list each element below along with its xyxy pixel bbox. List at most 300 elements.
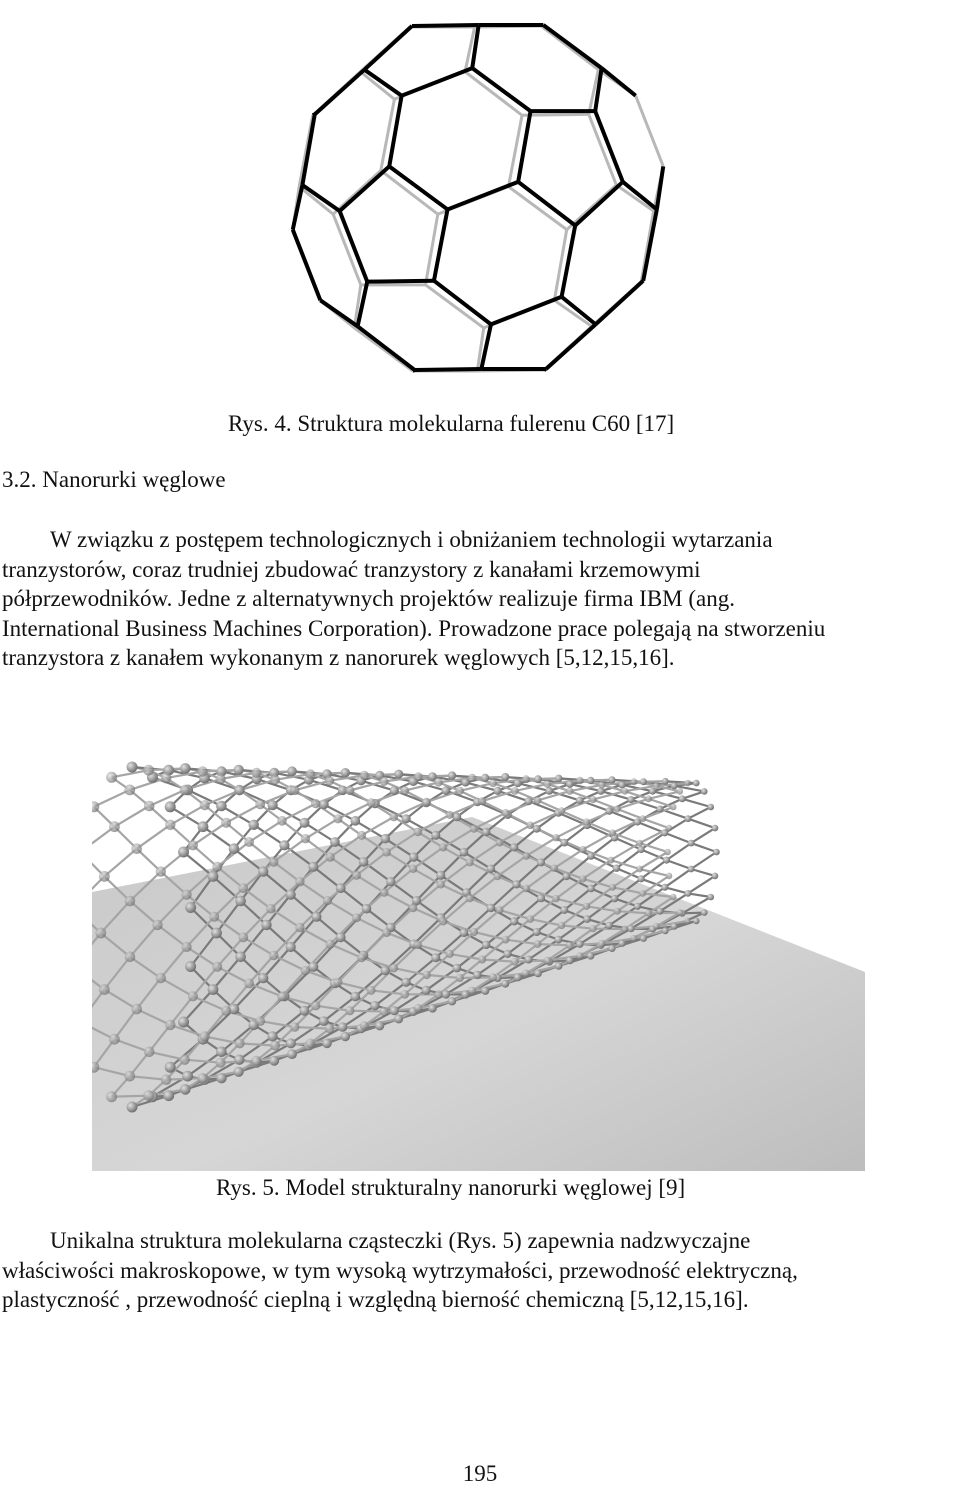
carbon-atom [390, 813, 399, 822]
carbon-atom [510, 843, 518, 851]
paragraph-2 [2, 1226, 956, 1315]
carbon-atom [279, 840, 289, 850]
carbon-atom [713, 849, 720, 856]
carbon-atom [336, 932, 346, 942]
carbon-atom [165, 820, 175, 830]
carbon-atom [598, 940, 605, 947]
carbon-atom [409, 904, 417, 912]
tube-bond [137, 825, 171, 849]
paragraph-1 [2, 525, 956, 673]
carbon-atom [251, 768, 261, 778]
carbon-atom [414, 941, 422, 949]
carbon-atom [638, 846, 645, 853]
carbon-atom [402, 978, 411, 987]
carbon-atom [182, 1071, 193, 1082]
carbon-atom [211, 928, 222, 939]
carbon-atom [326, 853, 335, 862]
carbon-atom [235, 952, 246, 963]
front-bond [415, 369, 482, 370]
carbon-atom [561, 839, 569, 847]
carbon-atom [380, 888, 389, 897]
carbon-atom [125, 896, 136, 907]
carbon-atom [249, 820, 259, 830]
carbon-atom [489, 779, 497, 787]
carbon-atom [523, 885, 531, 893]
carbon-atom [552, 895, 559, 902]
carbon-atom [290, 786, 300, 796]
carbon-atom [345, 1006, 354, 1015]
carbon-atom [212, 962, 222, 972]
carbon-atom [566, 957, 574, 965]
carbon-atom [351, 816, 361, 826]
carbon-atom [511, 958, 519, 966]
carbon-atom [390, 964, 399, 973]
carbon-atom [522, 775, 530, 783]
carbon-atom [544, 957, 552, 965]
paragraph-2-line: właściwości makroskopowe, w tym wysoką wytrzymałości, przewodność elektryczną, [2, 1256, 956, 1286]
carbon-atom [208, 871, 219, 882]
carbon-atom [453, 813, 462, 822]
carbon-atom [326, 940, 335, 949]
carbon-atom [685, 815, 692, 822]
carbon-atom [161, 773, 172, 784]
carbon-atom [216, 1073, 226, 1083]
carbon-atom [422, 971, 430, 979]
tube-bond [350, 1011, 384, 1012]
carbon-atom [453, 964, 462, 973]
tube-bond [682, 799, 711, 807]
carbon-atom [422, 986, 431, 995]
tube-bond [305, 819, 338, 839]
carbon-atom [436, 871, 445, 880]
carbon-atom [143, 765, 154, 776]
carbon-atom [414, 828, 422, 836]
carbon-atom [478, 956, 486, 964]
carbon-atom [576, 777, 583, 784]
tube-bond [112, 1096, 149, 1097]
carbon-atom [143, 1090, 154, 1101]
carbon-atom [352, 913, 361, 922]
carbon-atom [306, 769, 316, 779]
section-heading: 3.2. Nanorurki węglowe [2, 466, 226, 494]
carbon-atom [563, 872, 571, 880]
carbon-atom [127, 762, 138, 773]
carbon-atom [161, 1074, 172, 1085]
carbon-atom [251, 1056, 261, 1066]
carbon-atom [380, 1007, 389, 1016]
carbon-atom [394, 1014, 403, 1023]
carbon-atom [269, 857, 279, 867]
carbon-atom [235, 785, 245, 795]
carbon-atom [216, 1058, 226, 1068]
carbon-atom [258, 866, 268, 876]
carbon-atom [456, 787, 464, 795]
carbon-atom [663, 857, 670, 864]
carbon-atom [277, 816, 287, 826]
carbon-atom [701, 788, 708, 795]
carbon-atom [522, 970, 530, 978]
carbon-atom [597, 787, 604, 794]
carbon-atom [534, 775, 542, 783]
carbon-atom [460, 848, 469, 857]
carbon-atom [428, 1004, 437, 1013]
carbon-atom [666, 873, 673, 880]
carbon-atom [526, 822, 534, 830]
carbon-atom [382, 928, 391, 937]
carbon-atom [657, 806, 664, 813]
carbon-atom [357, 953, 366, 962]
carbon-atom [185, 902, 196, 913]
front-bond [544, 369, 546, 370]
carbon-atom [566, 787, 573, 794]
tube-bond [649, 913, 680, 914]
carbon-atom [180, 1084, 191, 1095]
carbon-atom [481, 774, 489, 782]
carbon-atom [234, 1055, 244, 1065]
carbon-atom [558, 807, 565, 814]
carbon-atom [235, 896, 246, 907]
carbon-atom [386, 877, 395, 886]
carbon-atom [437, 880, 445, 888]
carbon-atom [460, 928, 469, 937]
carbon-atom [502, 809, 510, 817]
carbon-atom [607, 857, 614, 864]
carbon-atom [589, 925, 596, 932]
carbon-atom [566, 780, 574, 788]
carbon-atom [587, 885, 595, 893]
carbon-atom [156, 866, 166, 876]
carbon-atom [300, 1006, 310, 1016]
carbon-atom [200, 1031, 210, 1041]
carbon-atom [657, 908, 664, 915]
carbon-atom [701, 909, 708, 916]
carbon-atom [609, 884, 616, 891]
carbon-atom [367, 986, 376, 995]
carbon-atom [322, 1039, 332, 1049]
carbon-atom [185, 961, 196, 972]
tube-bond [617, 809, 642, 819]
front-bond [313, 114, 315, 115]
carbon-atom [434, 990, 442, 998]
carbon-atom [269, 1056, 279, 1066]
carbon-atom [255, 800, 265, 810]
carbon-atom [666, 825, 673, 832]
carbon-atom [95, 928, 106, 939]
carbon-atom [576, 797, 584, 805]
carbon-atom [345, 786, 354, 795]
carbon-atom [525, 956, 533, 964]
carbon-atom [325, 776, 334, 785]
carbon-atom [587, 952, 594, 959]
carbon-atom [466, 894, 474, 902]
carbon-atom [124, 1071, 135, 1082]
carbon-atom [662, 778, 669, 785]
carbon-atom [277, 992, 287, 1002]
carbon-atom [360, 771, 369, 780]
carbon-atom [482, 828, 490, 836]
carbon-atom [684, 918, 691, 925]
carbon-atom [537, 894, 545, 902]
front-bond [412, 25, 479, 26]
carbon-atom [630, 778, 637, 785]
carbon-atom [468, 774, 476, 782]
tube-bond [688, 819, 715, 828]
carbon-atom [677, 909, 684, 916]
carbon-atom [534, 797, 542, 805]
carbon-atom [380, 777, 389, 786]
carbon-atom [287, 766, 297, 776]
carbon-atom [688, 866, 695, 873]
carbon-atom [677, 788, 684, 795]
carbon-atom [409, 865, 417, 873]
carbon-atom [671, 923, 678, 930]
carbon-atom [244, 837, 254, 847]
carbon-atom [390, 1006, 399, 1015]
carbon-atom [579, 875, 586, 882]
carbon-atom [156, 973, 166, 983]
carbon-atom [555, 936, 563, 944]
carbon-atom [402, 814, 411, 823]
carbon-atom [351, 992, 361, 1002]
carbon-atom [640, 935, 647, 942]
carbon-atom [208, 984, 219, 995]
carbon-atom [261, 920, 271, 930]
carbon-atom [182, 942, 192, 952]
tube-bond [362, 817, 394, 835]
carbon-atom [270, 1041, 280, 1051]
carbon-atom [587, 777, 594, 784]
carbon-atom [684, 780, 691, 787]
carbon-atom [287, 1049, 297, 1059]
carbon-atom [558, 922, 565, 929]
carbon-atom [662, 927, 669, 934]
carbon-atom [301, 966, 310, 975]
carbon-atom [216, 774, 226, 784]
carbon-atom [446, 811, 454, 819]
carbon-atom [523, 852, 531, 860]
carbon-atom [537, 858, 545, 866]
paragraph-1-line: W związku z postępem technologicznych i obniżaniem technologii wytarzania [2, 525, 956, 555]
carbon-atom [446, 950, 454, 958]
carbon-atom [255, 1016, 265, 1026]
carbon-atom [636, 840, 643, 847]
carbon-atom [311, 1001, 320, 1010]
tube-bond [691, 843, 716, 852]
tube-bond [114, 806, 149, 827]
carbon-atom [693, 918, 700, 925]
carbon-atom [295, 877, 304, 886]
figure-5-caption: Rys. 5. Model strukturalny nanorurki węglowej [9] [216, 1174, 685, 1202]
carbon-atom [367, 798, 376, 807]
carbon-atom [473, 971, 481, 979]
carbon-atom [180, 785, 190, 795]
carbon-atom [545, 787, 553, 795]
carbon-atom [235, 1038, 245, 1048]
carbon-atom [295, 923, 304, 932]
carbon-atom [244, 979, 254, 989]
carbon-atom [712, 873, 719, 880]
carbon-atom [653, 923, 660, 930]
carbon-atom [645, 795, 652, 802]
tube-bond [667, 860, 692, 869]
carbon-atom [268, 800, 278, 810]
carbon-atom [431, 953, 440, 962]
carbon-atom [583, 915, 591, 923]
carbon-atom [268, 1031, 278, 1041]
carbon-atom [333, 814, 342, 823]
carbon-atom [679, 795, 686, 802]
carbon-atom [468, 987, 476, 995]
carbon-atom [634, 903, 641, 910]
carbon-atom [360, 1021, 369, 1030]
carbon-atom [636, 866, 643, 873]
carbon-atom [234, 1067, 244, 1077]
carbon-atom [290, 1022, 300, 1032]
carbon-atom [614, 806, 621, 813]
carbon-atom [109, 1034, 120, 1045]
carbon-atom [333, 978, 342, 987]
carbon-atom [238, 932, 248, 942]
carbon-atom [124, 785, 135, 796]
carbon-atom [511, 787, 519, 795]
carbon-atom [165, 1020, 175, 1030]
carbon-atom [180, 1055, 190, 1065]
carbon-atom [504, 950, 512, 958]
carbon-atom [619, 781, 626, 788]
carbon-atom [99, 984, 110, 995]
carbon-atom [621, 926, 628, 933]
carbon-atom [182, 890, 192, 900]
carbon-atom [439, 917, 447, 925]
carbon-atom [375, 1021, 384, 1030]
carbon-atom [131, 843, 142, 854]
carbon-atom [606, 922, 613, 929]
paragraph-2-line: Unikalna struktura molekularna cząsteczki (Rys. 5) zapewnia nadzwyczajne [2, 1226, 956, 1256]
carbon-atom [501, 980, 509, 988]
carbon-atom [688, 840, 695, 847]
carbon-atom [341, 768, 350, 777]
carbon-atom [494, 872, 502, 880]
carbon-atom [180, 763, 191, 774]
carbon-atom [579, 846, 586, 853]
paragraph-1-line: tranzystorów, coraz trudniej zbudować tranzystory z kanałami krzemowymi [2, 555, 956, 585]
carbon-atom [269, 951, 279, 961]
carbon-atom [178, 1017, 189, 1028]
carbon-atom [496, 906, 504, 914]
carbon-atom [311, 799, 320, 808]
carbon-atom [589, 796, 596, 803]
tube-bond [526, 778, 559, 779]
back-bond [522, 114, 589, 115]
carbon-atom [165, 1062, 176, 1073]
carbon-atom [551, 865, 558, 872]
carbon-atom [576, 940, 584, 948]
carbon-atom [401, 786, 410, 795]
paragraph-1-line: International Business Machines Corporation). Prowadzone prace polegają na stworzeniu [2, 614, 956, 644]
carbon-atom [478, 797, 486, 805]
carbon-atom [286, 890, 296, 900]
carbon-atom [212, 862, 222, 872]
figure-4-caption: Rys. 4. Struktura molekularna fulerenu C60 [17] [228, 410, 674, 438]
carbon-atom [330, 837, 340, 847]
carbon-atom [163, 1090, 174, 1101]
carbon-atom [99, 871, 110, 882]
carbon-atom [325, 1024, 334, 1033]
carbon-atom [357, 831, 366, 840]
carbon-atom [319, 800, 329, 810]
carbon-atom [466, 858, 474, 866]
carbon-atom [533, 928, 541, 936]
carbon-atom [510, 917, 518, 925]
tube-bond [611, 843, 640, 860]
carbon-atom [514, 779, 522, 787]
carbon-atom [630, 935, 637, 942]
carbon-atom [106, 772, 117, 783]
carbon-atom [576, 952, 583, 959]
carbon-atom [456, 974, 464, 982]
carbon-atom [598, 781, 605, 788]
tube-bond [691, 869, 715, 876]
carbon-atom [434, 778, 442, 786]
carbon-atom [165, 801, 176, 812]
carbon-atom [639, 815, 646, 822]
carbon-atom [670, 894, 677, 901]
carbon-atom [712, 825, 719, 832]
carbon-atom [422, 798, 430, 806]
carbon-atom [336, 883, 346, 893]
carbon-atom [627, 925, 634, 932]
carbon-atom [338, 1022, 348, 1032]
carbon-atom [501, 773, 509, 781]
carbon-atom [608, 776, 615, 783]
tube-bond [538, 944, 570, 945]
carbon-atom [352, 871, 361, 880]
tube-bond [104, 849, 136, 877]
carbon-atom [401, 990, 410, 999]
carbon-atom [544, 780, 552, 788]
carbon-atom [198, 821, 209, 832]
carbon-atom [671, 782, 678, 789]
paragraph-1-line: tranzystora z kanałem wykonanym z nanorurek węglowych [5,12,15,16]. [2, 643, 956, 673]
carbon-atom [653, 782, 660, 789]
carbon-atom [566, 942, 573, 949]
tube-bond [682, 791, 704, 798]
carbon-atom [306, 1039, 316, 1049]
carbon-atom [514, 973, 522, 981]
carbon-atom [661, 884, 668, 891]
carbon-atom [670, 804, 677, 811]
carbon-atom [470, 825, 478, 833]
carbon-atom [512, 880, 520, 888]
carbon-atom [300, 818, 310, 828]
carbon-atom [439, 843, 447, 851]
carbon-atom [494, 787, 502, 795]
carbon-atom [131, 1004, 142, 1015]
carbon-atom [127, 1102, 138, 1113]
carbon-atom [502, 936, 510, 944]
carbon-atom [216, 1047, 227, 1058]
carbon-atom [209, 912, 219, 922]
carbon-atom [382, 848, 391, 857]
carbon-atom [534, 970, 542, 978]
carbon-atom [526, 915, 534, 923]
carbon-atom [525, 797, 533, 805]
carbon-atom [200, 800, 210, 810]
carbon-atom [286, 1038, 296, 1048]
carbon-atom [370, 1001, 379, 1010]
fullerene-c60-figure [283, 2, 673, 394]
tube-bond [688, 876, 715, 894]
